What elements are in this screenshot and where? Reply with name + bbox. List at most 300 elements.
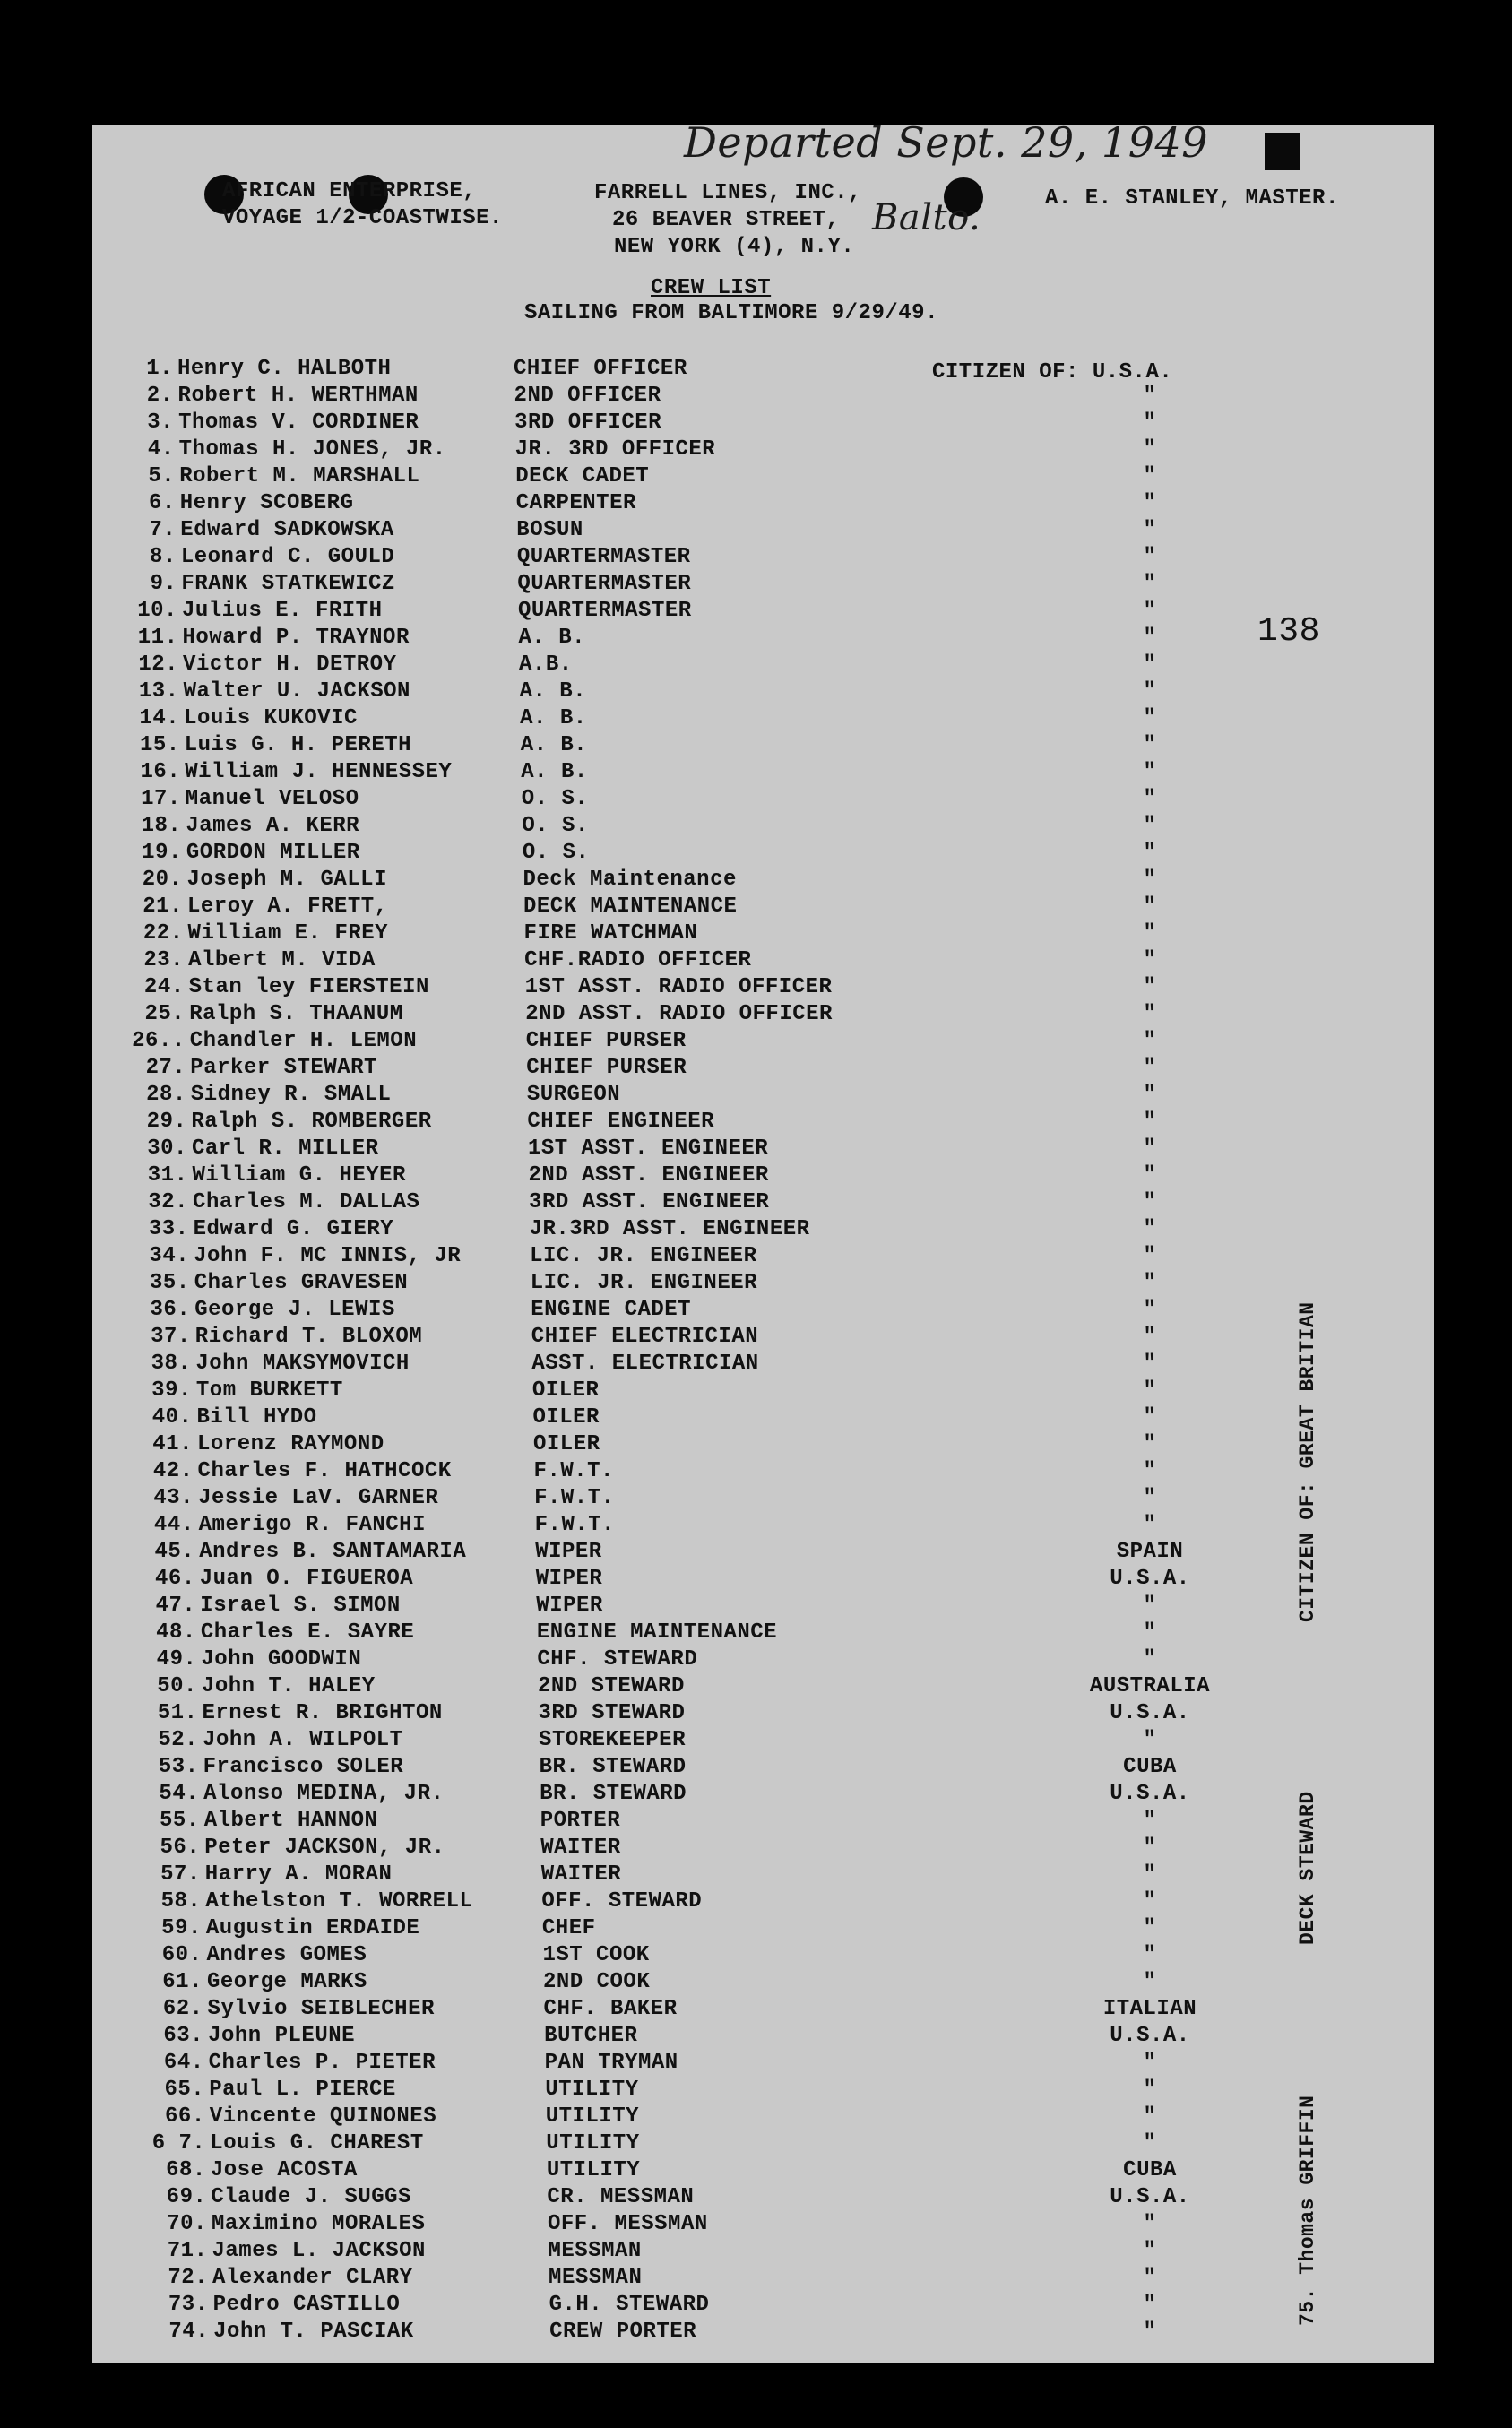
crew-name: Vincente QUINONES bbox=[209, 2104, 437, 2129]
crew-rating: PAN TRYMAN bbox=[544, 2051, 678, 2075]
crew-row bbox=[100, 787, 1310, 814]
crew-rating: OFF. STEWARD bbox=[541, 1889, 703, 1914]
crew-name: Athelston T. WORRELL bbox=[205, 1889, 473, 1914]
crew-name: Carl R. MILLER bbox=[191, 1136, 379, 1161]
crew-number: 69. bbox=[166, 2185, 207, 2209]
crew-number: 49. bbox=[156, 1647, 197, 1672]
crew-citizenship: " bbox=[1143, 2131, 1157, 2156]
crew-rating: A. B. bbox=[521, 760, 588, 784]
crew-rating: O. S. bbox=[522, 814, 589, 838]
crew-name: Joseph M. GALLI bbox=[186, 868, 387, 892]
crew-rating: ENGINE CADET bbox=[531, 1298, 692, 1322]
crew-number: 30. bbox=[147, 1136, 187, 1161]
crew-citizenship: " bbox=[1143, 1110, 1157, 1134]
crew-name: FRANK STATKEWICZ bbox=[181, 572, 395, 596]
crew-row bbox=[105, 1029, 1315, 1056]
crew-row bbox=[99, 679, 1309, 706]
crew-rating: CARPENTER bbox=[515, 491, 636, 515]
crew-number: 48. bbox=[156, 1620, 196, 1645]
crew-rating: A.B. bbox=[519, 652, 573, 677]
crew-citizenship: " bbox=[1143, 787, 1157, 811]
crew-citizenship: " bbox=[1143, 1352, 1157, 1376]
crew-citizenship: " bbox=[1143, 464, 1157, 488]
crew-citizenship: " bbox=[1143, 1889, 1157, 1914]
crew-name: Charles M. DALLAS bbox=[193, 1190, 420, 1214]
crew-row bbox=[109, 1298, 1319, 1325]
crew-number: 33. bbox=[148, 1217, 189, 1241]
crew-name: Juan O. FIGUEROA bbox=[199, 1567, 414, 1591]
crew-row bbox=[108, 1163, 1318, 1190]
crew-number: 59. bbox=[161, 1916, 202, 1940]
crew-number: 5. bbox=[148, 464, 176, 488]
crew-number: 68. bbox=[166, 2158, 206, 2182]
crew-rating: OILER bbox=[532, 1405, 600, 1430]
crew-row bbox=[119, 1836, 1329, 1862]
crew-rating: OILER bbox=[533, 1432, 600, 1456]
crew-name: Thomas H. JONES, JR. bbox=[178, 437, 446, 462]
crew-rating: CHIEF ENGINEER bbox=[527, 1110, 715, 1134]
crew-row bbox=[106, 1110, 1316, 1136]
crew-row bbox=[94, 464, 1304, 491]
crew-name: Thomas V. CORDINER bbox=[178, 410, 419, 435]
crew-name: Leroy A. FRETT, bbox=[187, 894, 388, 919]
crew-row bbox=[110, 1325, 1320, 1352]
document-subtitle: SAILING FROM BALTIMORE 9/29/49. bbox=[524, 301, 938, 325]
crew-citizenship: " bbox=[1143, 1056, 1157, 1080]
crew-number: 53. bbox=[158, 1755, 199, 1779]
crew-citizenship: " bbox=[1143, 814, 1157, 838]
crew-name: Ernest R. BRIGHTON bbox=[202, 1701, 443, 1725]
crew-rating: A. B. bbox=[520, 706, 587, 730]
crew-citizenship: " bbox=[1143, 1325, 1157, 1349]
crew-rating: WAITER bbox=[540, 1862, 622, 1887]
crew-citizenship: " bbox=[1143, 518, 1157, 542]
crew-row bbox=[125, 2104, 1335, 2131]
crew-row bbox=[99, 733, 1309, 760]
crew-rating: O. S. bbox=[522, 841, 590, 865]
crew-number: 8. bbox=[150, 545, 177, 569]
crew-row bbox=[99, 706, 1309, 733]
crew-number: 60. bbox=[161, 1943, 203, 1967]
crew-citizenship: " bbox=[1143, 1486, 1157, 1510]
crew-rating: PORTER bbox=[540, 1809, 621, 1833]
crew-citizenship: " bbox=[1143, 2104, 1157, 2129]
crew-rating: F.W.T. bbox=[534, 1513, 616, 1537]
crew-name: Ralph S. ROMBERGER bbox=[191, 1110, 432, 1134]
crew-number: 17. bbox=[141, 787, 181, 811]
crew-number: 58. bbox=[160, 1889, 202, 1914]
crew-name: James A. KERR bbox=[186, 814, 360, 838]
crew-name: Paul L. PIERCE bbox=[209, 2078, 396, 2102]
crew-rating: G.H. STEWARD bbox=[549, 2293, 710, 2317]
crew-number: 4. bbox=[147, 437, 175, 462]
crew-citizenship: U.S.A. bbox=[1110, 1567, 1190, 1591]
crew-name: Alonso MEDINA, JR. bbox=[203, 1782, 445, 1806]
crew-citizenship: " bbox=[1143, 491, 1157, 515]
crew-name: Sylvio SEIBLECHER bbox=[207, 1997, 435, 2021]
crew-name: Augustin ERDAIDE bbox=[205, 1916, 420, 1940]
crew-row bbox=[101, 868, 1311, 894]
document-title: CREW LIST bbox=[651, 276, 772, 300]
crew-name: Claude J. SUGGS bbox=[211, 2185, 411, 2209]
crew-row bbox=[111, 1378, 1321, 1405]
crew-rating: WIPER bbox=[535, 1567, 603, 1591]
crew-rating: LIC. JR. ENGINEER bbox=[530, 1244, 757, 1268]
crew-rating: CHF. STEWARD bbox=[537, 1647, 698, 1672]
crew-name: Amerigo R. FANCHI bbox=[198, 1513, 426, 1537]
crew-name: Albert M. VIDA bbox=[188, 948, 376, 972]
citizen-header: CITIZEN OF: U.S.A. bbox=[932, 360, 1173, 385]
crew-name: Parker STEWART bbox=[190, 1056, 377, 1080]
crew-citizenship: " bbox=[1143, 2212, 1157, 2236]
crew-row bbox=[128, 2293, 1338, 2320]
crew-rating: CR. MESSMAN bbox=[547, 2185, 695, 2209]
crew-name: Robert M. MARSHALL bbox=[179, 464, 420, 488]
crew-number: 40. bbox=[151, 1405, 193, 1430]
crew-name: Bill HYDO bbox=[196, 1405, 317, 1430]
crew-citizenship: U.S.A. bbox=[1110, 2024, 1190, 2048]
crew-rating: CHIEF PURSER bbox=[526, 1056, 687, 1080]
crew-rating: 3RD STEWARD bbox=[538, 1701, 686, 1725]
crew-rating: 2ND ASST. RADIO OFFICER bbox=[525, 1002, 833, 1026]
crew-name: Harry A. MORAN bbox=[204, 1862, 393, 1887]
crew-rating: JR.3RD ASST. ENGINEER bbox=[529, 1217, 810, 1241]
crew-row bbox=[108, 1244, 1318, 1271]
crew-citizenship: " bbox=[1143, 1217, 1157, 1241]
crew-name: Henry C. HALBOTH bbox=[177, 357, 392, 381]
crew-number: 57. bbox=[160, 1862, 201, 1887]
crew-number: 21. bbox=[143, 894, 183, 919]
crew-number: 18. bbox=[141, 814, 182, 838]
crew-rating: A. B. bbox=[519, 679, 587, 704]
crew-row bbox=[123, 2024, 1333, 2051]
crew-rating: UTILITY bbox=[545, 2078, 639, 2102]
crew-name: Andres GOMES bbox=[206, 1943, 367, 1967]
crew-name: Richard T. BLOXOM bbox=[194, 1325, 423, 1349]
crew-name: John T. PASCIAK bbox=[213, 2320, 414, 2344]
crew-citizenship: " bbox=[1143, 1459, 1157, 1483]
crew-rating: UTILITY bbox=[545, 2104, 640, 2129]
crew-name: Louis G. CHAREST bbox=[210, 2131, 424, 2156]
crew-row bbox=[105, 1056, 1315, 1083]
crew-rating: CHEF bbox=[541, 1916, 596, 1940]
crew-number: 3. bbox=[147, 410, 175, 435]
crew-number: 10. bbox=[137, 599, 177, 623]
crew-number: 26.. bbox=[132, 1029, 186, 1053]
crew-rating: CHIEF ELECTRICIAN bbox=[531, 1325, 759, 1349]
crew-row bbox=[103, 948, 1313, 975]
crew-rating: 3RD OFFICER bbox=[514, 410, 662, 435]
crew-number: 43. bbox=[153, 1486, 194, 1510]
crew-citizenship: " bbox=[1143, 1594, 1157, 1618]
crew-citizenship: " bbox=[1143, 599, 1157, 623]
crew-number: 16. bbox=[140, 760, 181, 784]
crew-rating: BR. STEWARD bbox=[540, 1782, 687, 1806]
crew-number: 51. bbox=[157, 1701, 198, 1725]
crew-rating: CHIEF OFFICER bbox=[514, 357, 687, 381]
crew-name: Manuel VELOSO bbox=[185, 787, 359, 811]
crew-number: 47. bbox=[155, 1594, 196, 1618]
crew-rating: QUARTERMASTER bbox=[517, 599, 692, 623]
crew-name: Charles P. PIETER bbox=[208, 2051, 436, 2075]
crew-citizenship: CUBA bbox=[1123, 1755, 1177, 1779]
crew-citizenship: ITALIAN bbox=[1102, 1997, 1197, 2021]
crew-row bbox=[121, 1916, 1331, 1943]
crew-row bbox=[95, 518, 1305, 545]
crew-row bbox=[117, 1674, 1326, 1701]
crew-number: 63. bbox=[163, 2024, 204, 2048]
crew-rating: 1ST ASST. RADIO OFFICER bbox=[524, 975, 833, 999]
crew-name: John PLEUNE bbox=[208, 2024, 356, 2048]
crew-name: Andres B. SANTAMARIA bbox=[199, 1540, 467, 1564]
crew-row bbox=[113, 1459, 1323, 1486]
crew-row bbox=[96, 545, 1306, 572]
crew-rating: CHIEF PURSER bbox=[525, 1029, 687, 1053]
crew-name: George MARKS bbox=[207, 1970, 367, 1994]
crew-citizenship: " bbox=[1143, 2320, 1157, 2344]
crew-citizenship: " bbox=[1143, 1862, 1157, 1887]
crew-row bbox=[93, 410, 1303, 437]
crew-citizenship: SPAIN bbox=[1116, 1540, 1184, 1564]
crew-name: Luis G. H. PERETH bbox=[184, 733, 412, 757]
crew-citizenship: " bbox=[1143, 2078, 1157, 2102]
crew-name: James L. JACKSON bbox=[212, 2239, 426, 2263]
crew-number: 44. bbox=[153, 1513, 194, 1537]
crew-name: George J. LEWIS bbox=[194, 1298, 395, 1322]
crew-name: Leonard C. GOULD bbox=[180, 545, 395, 569]
crew-citizenship: " bbox=[1143, 894, 1157, 919]
crew-citizenship: " bbox=[1143, 626, 1157, 650]
company-city-line: NEW YORK (4), N.Y. bbox=[614, 235, 855, 259]
crew-row bbox=[97, 599, 1307, 626]
crew-name: Charles GRAVESEN bbox=[194, 1271, 409, 1295]
crew-rating: 2ND ASST. ENGINEER bbox=[528, 1163, 769, 1188]
crew-number: 41. bbox=[152, 1432, 193, 1456]
crew-citizenship: CUBA bbox=[1123, 2158, 1177, 2182]
crew-number: 22. bbox=[143, 921, 184, 946]
crew-name: William E. FREY bbox=[187, 921, 389, 946]
crew-row bbox=[124, 2078, 1334, 2104]
crew-number: 70. bbox=[167, 2212, 207, 2236]
crew-number: 27. bbox=[145, 1056, 186, 1080]
crew-rating: LIC. JR. ENGINEER bbox=[530, 1271, 758, 1295]
crew-citizenship: " bbox=[1143, 733, 1157, 757]
crew-name: Alexander CLARY bbox=[212, 2266, 413, 2290]
master-line: A. E. STANLEY, MASTER. bbox=[1045, 186, 1339, 211]
crew-rating: QUARTERMASTER bbox=[516, 545, 691, 569]
crew-rating: 2ND OFFICER bbox=[514, 384, 661, 408]
crew-number: 11. bbox=[137, 626, 178, 650]
crew-rating: STOREKEEPER bbox=[539, 1728, 686, 1752]
crew-row bbox=[96, 572, 1306, 599]
crew-rating: 2ND STEWARD bbox=[537, 1674, 685, 1698]
crew-rating: CHF.RADIO OFFICER bbox=[524, 948, 752, 972]
crew-citizenship: " bbox=[1143, 410, 1157, 435]
crew-number: 31. bbox=[147, 1163, 188, 1188]
crew-name: Peter JACKSON, JR. bbox=[204, 1836, 445, 1860]
crew-row bbox=[123, 1997, 1333, 2024]
crew-name: John F. MC INNIS, JR bbox=[194, 1244, 462, 1268]
crew-row bbox=[125, 2131, 1335, 2158]
crew-number: 9. bbox=[150, 572, 177, 596]
crew-citizenship: " bbox=[1143, 437, 1157, 462]
crew-citizenship: " bbox=[1143, 2266, 1157, 2290]
crew-number: 15. bbox=[139, 733, 180, 757]
crew-name: Albert HANNON bbox=[203, 1809, 378, 1833]
crew-citizenship: " bbox=[1143, 1378, 1157, 1403]
crew-rating: ENGINE MAINTENANCE bbox=[536, 1620, 778, 1645]
crew-row bbox=[104, 975, 1314, 1002]
crew-citizenship: " bbox=[1143, 1943, 1157, 1967]
crew-row bbox=[104, 1002, 1314, 1029]
crew-number: 24. bbox=[143, 975, 185, 999]
crew-name: Walter U. JACKSON bbox=[183, 679, 410, 704]
crew-row bbox=[116, 1620, 1326, 1647]
side-note-great-britain: CITIZEN OF: GREAT BRITIAN bbox=[1296, 1301, 1319, 1622]
crew-number: 35. bbox=[149, 1271, 190, 1295]
crew-rating: WAITER bbox=[540, 1836, 621, 1860]
crew-number: 50. bbox=[157, 1674, 197, 1698]
crew-rating: F.W.T. bbox=[534, 1486, 615, 1510]
crew-rating: SURGEON bbox=[526, 1083, 621, 1107]
crew-number: 64. bbox=[163, 2051, 204, 2075]
crew-number: 2. bbox=[146, 384, 174, 408]
crew-name: Ralph S. THAANUM bbox=[189, 1002, 403, 1026]
crew-row bbox=[114, 1513, 1324, 1540]
crew-name: Edward G. GIERY bbox=[193, 1217, 394, 1241]
crew-rating: JR. 3RD OFFICER bbox=[514, 437, 716, 462]
crew-citizenship: " bbox=[1143, 2239, 1157, 2263]
crew-citizenship: " bbox=[1143, 2293, 1157, 2317]
crew-row bbox=[119, 1809, 1329, 1836]
crew-row bbox=[118, 1755, 1328, 1782]
crew-rating: O. S. bbox=[521, 787, 589, 811]
crew-name: William J. HENNESSEY bbox=[185, 760, 453, 784]
crew-row bbox=[108, 1217, 1318, 1244]
crew-row bbox=[100, 814, 1310, 841]
crew-row bbox=[95, 491, 1305, 518]
crew-number: 56. bbox=[160, 1836, 201, 1860]
crew-number: 1. bbox=[146, 357, 173, 381]
crew-row bbox=[106, 1083, 1316, 1110]
crew-citizenship: U.S.A. bbox=[1110, 1782, 1190, 1806]
crew-number: 25. bbox=[144, 1002, 186, 1026]
crew-row bbox=[118, 1782, 1328, 1809]
crew-row bbox=[103, 921, 1313, 948]
crew-name: John MAKSYMOVICH bbox=[195, 1352, 410, 1376]
crew-name: Chandler H. LEMON bbox=[189, 1029, 418, 1053]
company-name-line: FARRELL LINES, INC., bbox=[594, 181, 862, 205]
crew-row bbox=[124, 2051, 1334, 2078]
ship-name-line: AFRICAN ENTERPRISE, bbox=[222, 179, 477, 203]
crew-citizenship: " bbox=[1143, 1244, 1157, 1268]
crew-number: 61. bbox=[162, 1970, 203, 1994]
crew-name: Julius E. FRITH bbox=[181, 599, 383, 623]
corner-tape-mark bbox=[1265, 133, 1300, 170]
crew-rating: OFF. MESSMAN bbox=[547, 2212, 708, 2236]
crew-citizenship: " bbox=[1143, 652, 1157, 677]
crew-row bbox=[107, 1136, 1317, 1163]
crew-number: 73. bbox=[168, 2293, 209, 2317]
crew-rating: FIRE WATCHMAN bbox=[523, 921, 698, 946]
crew-number: 37. bbox=[151, 1325, 191, 1349]
crew-citizenship: " bbox=[1143, 868, 1157, 892]
crew-citizenship: " bbox=[1143, 948, 1157, 972]
crew-list-document bbox=[92, 118, 1434, 2363]
crew-rating: CREW PORTER bbox=[549, 2320, 697, 2344]
crew-row bbox=[115, 1594, 1325, 1620]
crew-row bbox=[93, 384, 1303, 410]
crew-number: 7. bbox=[149, 518, 177, 542]
crew-row bbox=[98, 626, 1308, 652]
crew-citizenship: " bbox=[1143, 706, 1157, 730]
crew-number: 54. bbox=[159, 1782, 200, 1806]
crew-row bbox=[125, 2158, 1335, 2185]
crew-citizenship: " bbox=[1143, 1271, 1157, 1295]
crew-row bbox=[120, 1889, 1330, 1916]
crew-row bbox=[92, 357, 1302, 384]
crew-citizenship: " bbox=[1143, 1916, 1157, 1940]
crew-rating: BOSUN bbox=[516, 518, 583, 542]
crew-rating: MESSMAN bbox=[549, 2266, 643, 2290]
crew-row bbox=[127, 2239, 1337, 2266]
crew-number: 72. bbox=[168, 2266, 209, 2290]
crew-row bbox=[112, 1432, 1322, 1459]
crew-citizenship: " bbox=[1143, 1432, 1157, 1456]
crew-rating: CHF. BAKER bbox=[543, 1997, 678, 2021]
crew-citizenship: " bbox=[1143, 841, 1157, 865]
crew-row bbox=[122, 1970, 1332, 1997]
company-street-line: 26 BEAVER STREET, bbox=[612, 208, 840, 232]
crew-citizenship: " bbox=[1143, 1136, 1157, 1161]
crew-name: Louis KUKOVIC bbox=[184, 706, 358, 730]
crew-row bbox=[128, 2320, 1338, 2346]
crew-name: Victor H. DETROY bbox=[183, 652, 397, 677]
handwritten-balto-note: Balto. bbox=[872, 197, 981, 238]
voyage-line: VOYAGE 1/2-COASTWISE. bbox=[222, 206, 503, 230]
crew-rating: 3RD ASST. ENGINEER bbox=[529, 1190, 770, 1214]
crew-citizenship: " bbox=[1143, 384, 1157, 408]
crew-rating: WIPER bbox=[536, 1594, 603, 1618]
crew-rating: BR. STEWARD bbox=[539, 1755, 687, 1779]
crew-citizenship: " bbox=[1143, 1163, 1157, 1188]
crew-number: 66. bbox=[165, 2104, 205, 2129]
crew-number: 71. bbox=[167, 2239, 208, 2263]
crew-citizenship: " bbox=[1143, 1970, 1157, 1994]
crew-rating: DECK MAINTENANCE bbox=[523, 894, 738, 919]
crew-row bbox=[111, 1405, 1321, 1432]
crew-number: 20. bbox=[142, 868, 183, 892]
crew-row bbox=[117, 1728, 1327, 1755]
crew-citizenship: " bbox=[1143, 1836, 1157, 1860]
crew-name: Howard P. TRAYNOR bbox=[182, 626, 410, 650]
crew-rating: UTILITY bbox=[546, 2131, 640, 2156]
crew-row bbox=[98, 652, 1308, 679]
crew-citizenship: " bbox=[1143, 1809, 1157, 1833]
crew-rating: A. B. bbox=[520, 733, 588, 757]
crew-number: 19. bbox=[142, 841, 182, 865]
crew-citizenship: " bbox=[1143, 2051, 1157, 2075]
side-note-entry-75: 75. Thomas GRIFFIN bbox=[1296, 2095, 1319, 2326]
crew-number: 45. bbox=[154, 1540, 195, 1564]
crew-citizenship: " bbox=[1143, 760, 1157, 784]
crew-name: Pedro CASTILLO bbox=[212, 2293, 401, 2317]
crew-name: John A. WILPOLT bbox=[203, 1728, 403, 1752]
crew-number: 65. bbox=[164, 2078, 205, 2102]
crew-number: 55. bbox=[159, 1809, 200, 1833]
crew-rating: WIPER bbox=[535, 1540, 602, 1564]
crew-citizenship: U.S.A. bbox=[1110, 2185, 1190, 2209]
